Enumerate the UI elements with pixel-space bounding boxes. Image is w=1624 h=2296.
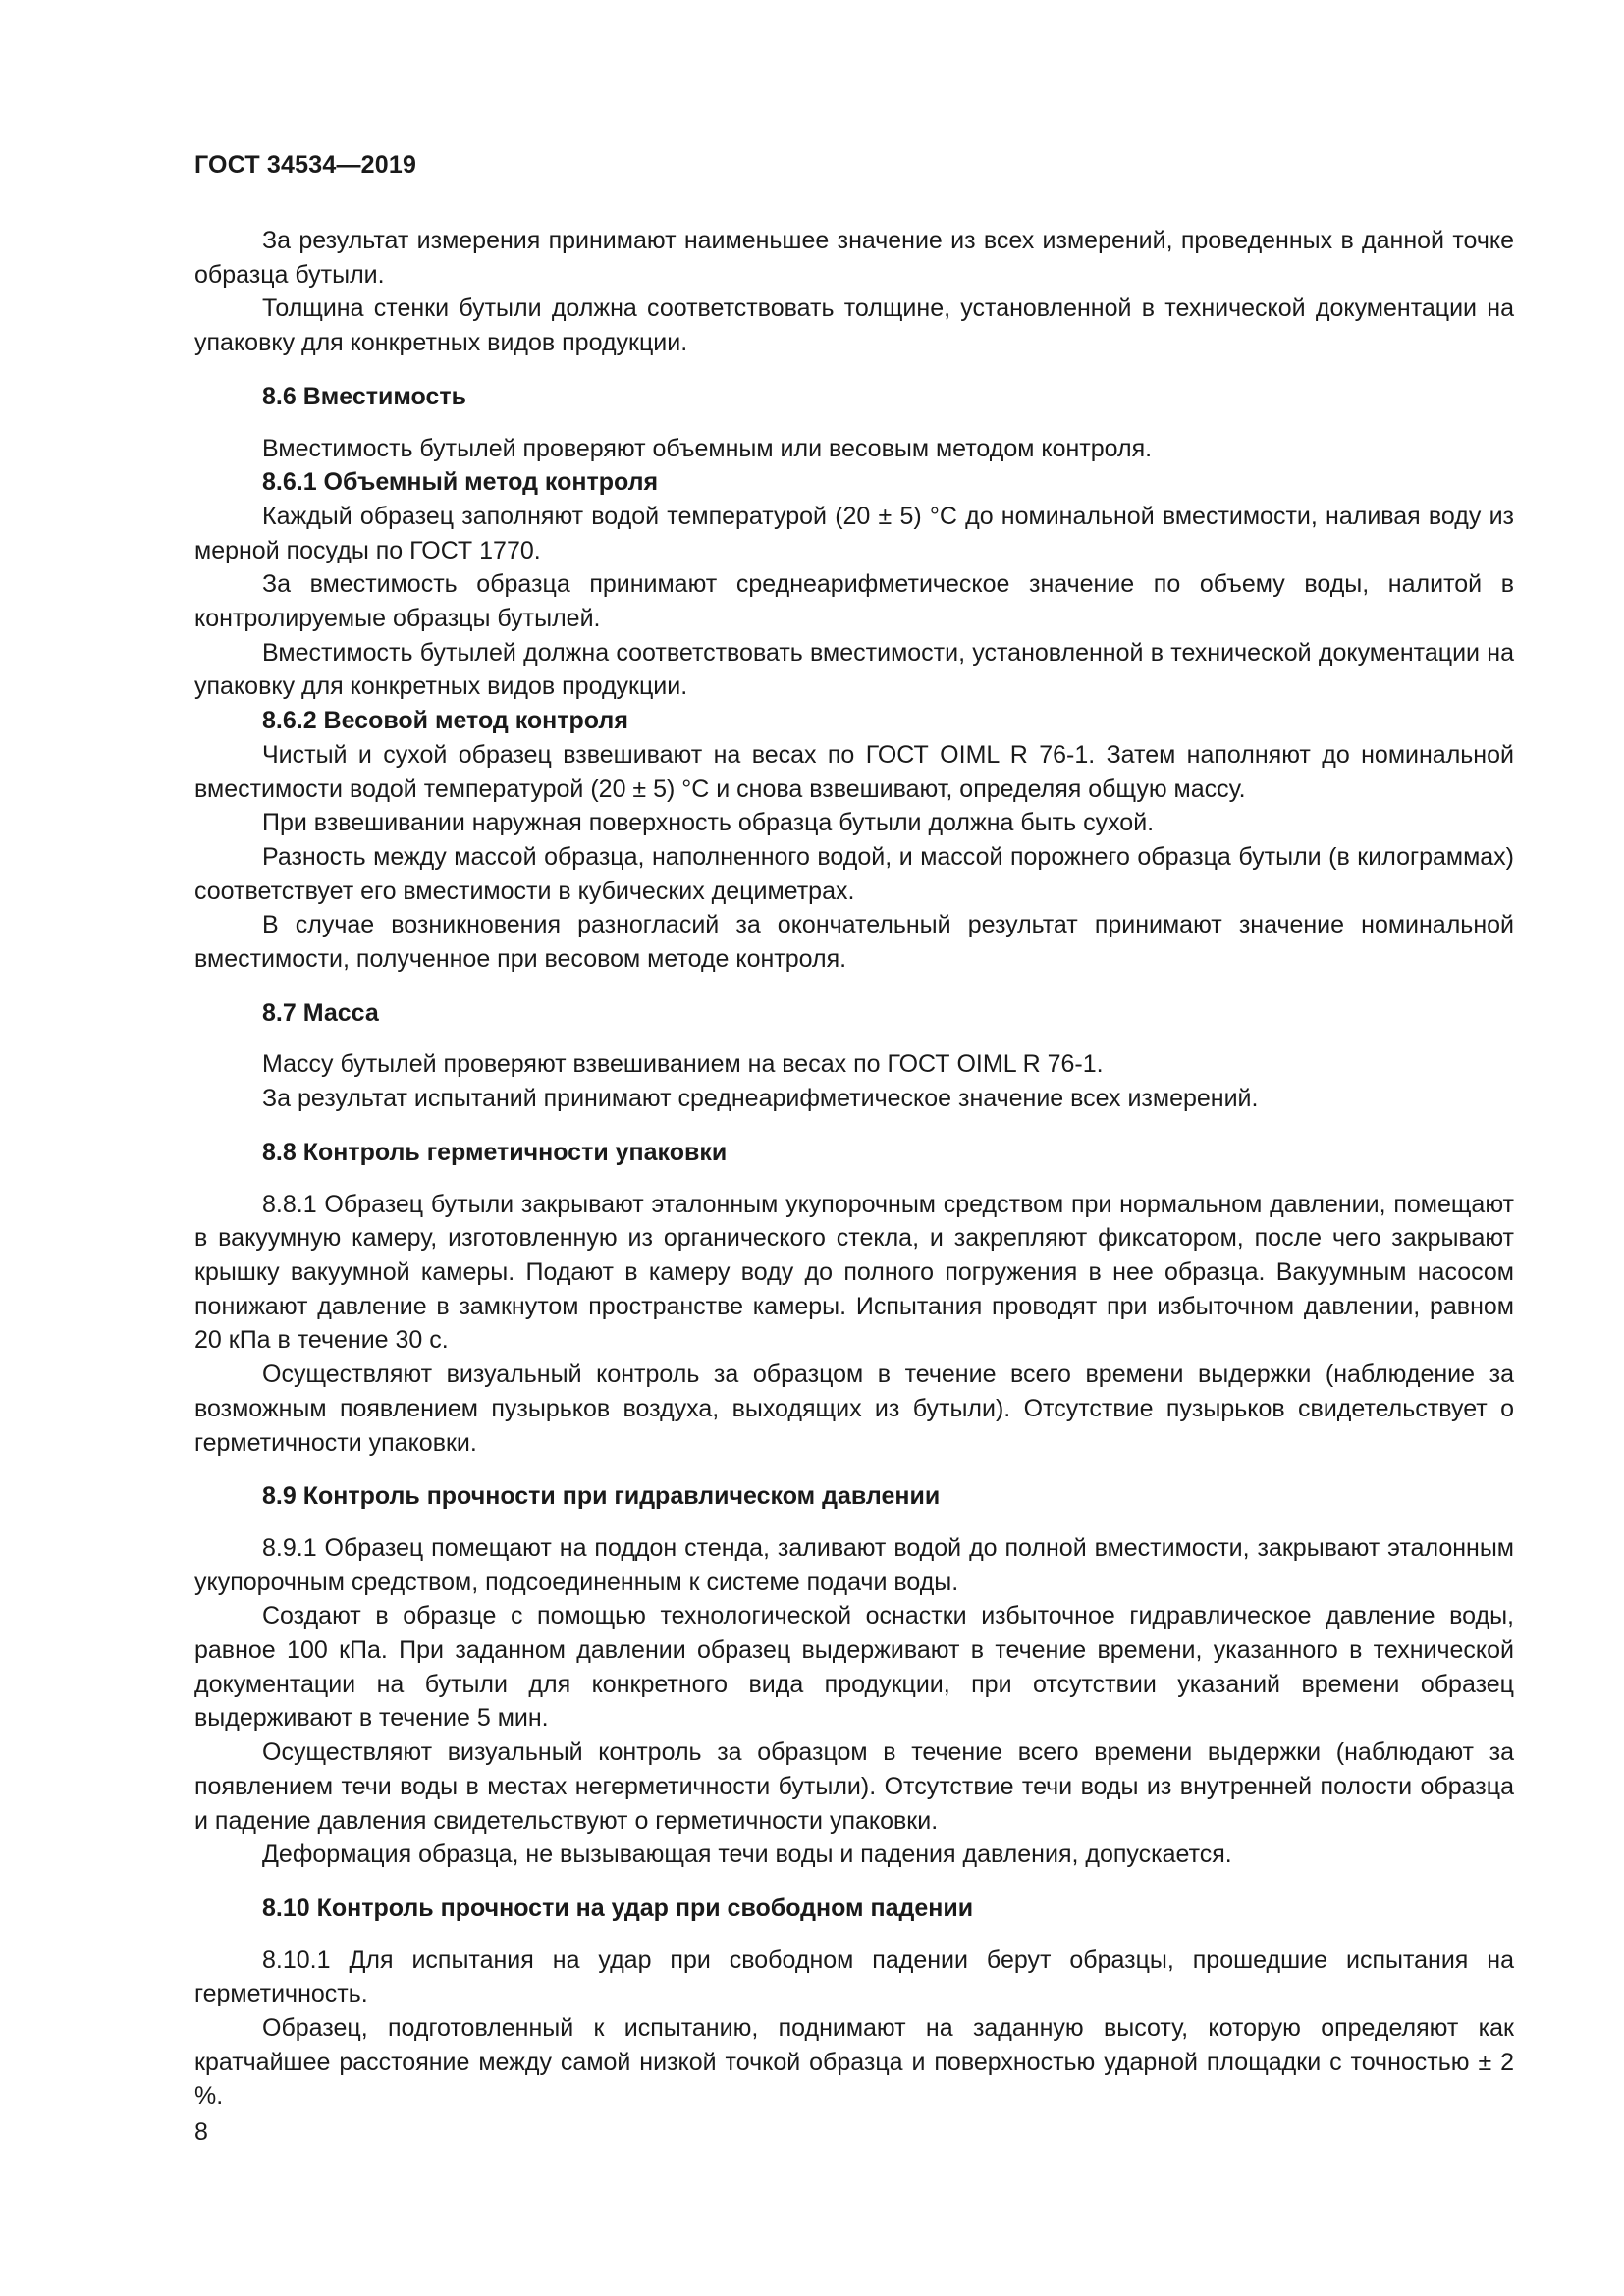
subsection-heading-8-6-1: 8.6.1 Объемный метод контроля: [262, 468, 659, 497]
paragraph: Деформация образца, не вызывающая течи воды и падения давления, допускается.: [262, 1841, 1232, 1869]
paragraph: Осуществляют визуальный контроль за образцом в течение всего времени выдержки (наблюдение за возможным появлением пузырьков воздуха, выходящих из бутыли). Отсутствие пузырьков свидетельствует о герметичности упаковки.: [194, 1361, 1514, 1457]
paragraph: Создают в образце с помощью технологической оснастки избыточное гидравлическое давление воды, равное 100 кПа. При заданном давлении образец выдерживают в течение времени, указанного в технической документации на бутыли для конкретного вида продукции, при отсутствии указаний времени образец выдерживают в течение 5 мин.: [194, 1602, 1514, 1733]
paragraph: 8.8.1 Образец бутыли закрывают эталонным укупорочным средством при нормальном давлении, помещают в вакуумную камеру, изготовленную из органического стекла, и закрепляют фиксатором, после чего закрывают крышку вакуумной камеры. Подают в камеру воду до полного погружения в нее образца. Вакуумным насосом понижают давление в замкнутом пространстве камеры. Испытания проводят при избыточном давлении, равном 20 кПа в течение 30 с.: [194, 1190, 1514, 1355]
paragraph: За результат измерения принимают наименьшее значение из всех измерений, проведенных в данной точке образца бутыли.: [194, 227, 1514, 289]
section-heading-8-10: 8.10 Контроль прочности на удар при свободном падении: [262, 1894, 974, 1922]
paragraph: Разность между массой образца, наполненного водой, и массой порожнего образца бутыли (в килограммах) соответствует его вместимости в кубических дециметрах.: [194, 842, 1514, 905]
subsection-heading-8-6-2: 8.6.2 Весовой метод контроля: [262, 707, 628, 735]
paragraph: Осуществляют визуальный контроль за образцом в течение всего времени выдержки (наблюдают за появлением течи воды в местах негерметичности бутыли). Отсутствие течи воды из внутренней полости образца и падение давления свидетельствуют о герметичности упаковки.: [194, 1738, 1514, 1835]
section-heading-8-7: 8.7 Масса: [262, 998, 379, 1027]
document-body: [194, 224, 1514, 2113]
paragraph: Образец, подготовленный к испытанию, поднимают на заданную высоту, которую определяют как кратчайшее расстояние между самой низкой точкой образца и поверхностью ударной площадки с точностью ± 2 %.: [194, 2014, 1514, 2110]
paragraph: Толщина стенки бутыли должна соответствовать толщине, установленной в технической документации на упаковку для конкретных видов продукции.: [194, 294, 1514, 357]
paragraph: Вместимость бутылей проверяют объемным или весовым методом контроля.: [262, 434, 1153, 462]
page-number: 8: [194, 2118, 208, 2146]
section-heading-8-8: 8.8 Контроль герметичности упаковки: [262, 1138, 728, 1166]
paragraph: Вместимость бутылей должна соответствовать вместимости, установленной в технической документации на упаковку для конкретных видов продукции.: [194, 638, 1514, 701]
paragraph: 8.9.1 Образец помещают на поддон стенда, заливают водой до полной вместимости, закрывают эталонным укупорочным средством, подсоединенным к системе подачи воды.: [194, 1533, 1514, 1596]
paragraph: Каждый образец заполняют водой температурой (20 ± 5) °С до номинальной вместимости, наливая воду из мерной посуды по ГОСТ 1770.: [194, 502, 1514, 564]
paragraph: Чистый и сухой образец взвешивают на весах по ГОСТ OIML R 76-1. Затем наполняют до номинальной вместимости водой температурой (20 ± 5) °С и снова взвешивают, определяя общую массу.: [194, 740, 1514, 803]
section-heading-8-6: 8.6 Вместимость: [262, 382, 466, 410]
paragraph: В случае возникновения разногласий за окончательный результат принимают значение номинальной вместимости, полученное при весовом методе контроля.: [194, 911, 1514, 974]
paragraph: 8.10.1 Для испытания на удар при свободном падении берут образцы, прошедшие испытания на герметичность.: [194, 1946, 1514, 2008]
section-heading-8-9: 8.9 Контроль прочности при гидравлическом давлении: [262, 1482, 941, 1511]
paragraph: За вместимость образца принимают среднеарифметическое значение по объему воды, налитой в контролируемые образцы бутылей.: [194, 570, 1514, 633]
paragraph: За результат испытаний принимают среднеарифметическое значение всех измерений.: [262, 1085, 1259, 1113]
paragraph: Массу бутылей проверяют взвешиванием на весах по ГОСТ OIML R 76-1.: [262, 1050, 1104, 1079]
document-header: ГОСТ 34534—2019: [194, 151, 417, 179]
paragraph: При взвешивании наружная поверхность образца бутыли должна быть сухой.: [262, 809, 1155, 837]
